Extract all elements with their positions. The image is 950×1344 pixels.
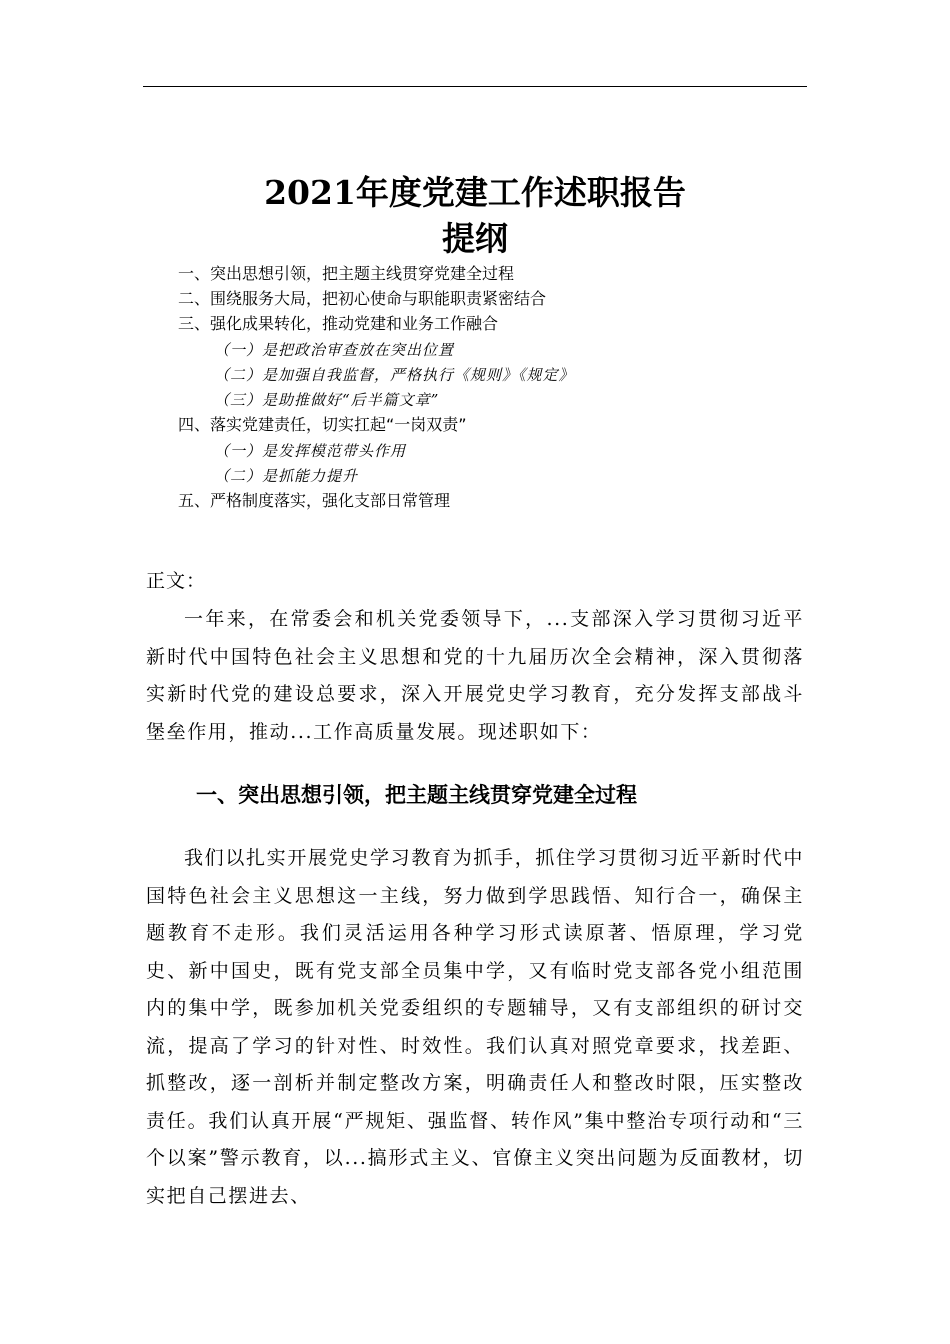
outline-subitem-4-1: （一）是发挥模范带头作用	[214, 442, 407, 460]
document-title: 2021年度党建工作述职报告	[264, 173, 686, 212]
outline-item-1: 一、突出思想引领，把主题主线贯穿党建全过程	[178, 264, 515, 283]
header-rule	[143, 86, 807, 87]
body-prefix-label: 正文：	[146, 570, 207, 592]
outline-item-5: 五、严格制度落实，强化支部日常管理	[178, 491, 451, 510]
section-1-paragraph: 我们以扎实开展党史学习教育为抓手，抓住学习贯彻习近平新时代中国特色社会主义思想这一主线，努力做到学思践悟、知行合一，确保主题教育不走形。我们灵活运用各种学习形式读原著、悟原理，学习党史、新中国史，既有党支部全员集中学，又有临时党支部各党小组范围内的集中学，既参加机关党委组织的专题辅导，又有支部组织的研讨交流，提高了学习的针对性、时效性。我们认真对照党章要求，找差距、抓整改，逐一剖析并制定整改方案，明确责任人和整改时限，压实整改责任。我们认真开展“严规矩、强监督、转作风”集中整治专项行动和“三个以案”警示教育，以...搞形式主义、官僚主义突出问题为反面教材，切实把自己摆进去、	[146, 847, 804, 1207]
section-1-heading: 一、突出思想引领，把主题主线贯穿党建全过程	[196, 783, 637, 807]
outline-item-3: 三、强化成果转化，推动党建和业务工作融合	[178, 314, 499, 333]
document-subtitle: 提纲	[442, 219, 508, 258]
outline-subitem-3-3: （三）是助推做好“后半篇文章”	[214, 391, 440, 409]
intro-paragraph: 一年来，在常委会和机关党委领导下，...支部深入学习贯彻习近平新时代中国特色社会主义思想和党的十九届历次全会精神，深入贯彻落实新时代党的建设总要求，深入开展党史学习教育，充分发挥支部战斗堡垒作用，推动...工作高质量发展。现述职如下：	[146, 608, 804, 743]
outline-subitem-3-1: （一）是把政治审查放在突出位置	[214, 341, 455, 359]
outline-item-4: 四、落实党建责任，切实扛起“一岗双责”	[178, 415, 467, 434]
outline-subitem-4-2: （二）是抓能力提升	[214, 467, 359, 485]
outline-subitem-3-2: （二）是加强自我监督，严格执行《规则》《规定》	[214, 366, 575, 384]
outline-item-2: 二、围绕服务大局，把初心使命与职能职责紧密结合	[178, 289, 547, 308]
